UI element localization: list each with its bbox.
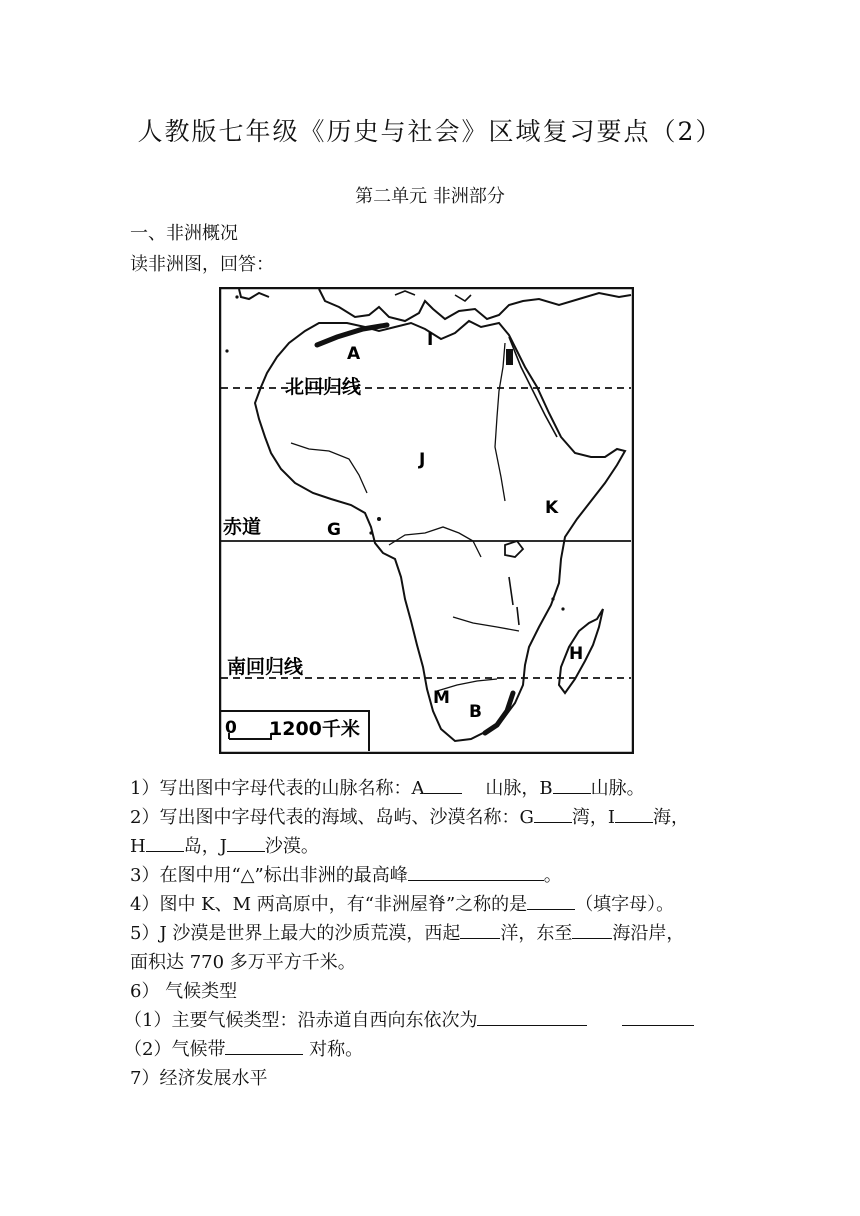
scale-zero: 0 — [225, 718, 237, 738]
answer-blank[interactable] — [572, 920, 612, 939]
label-j: J — [419, 450, 426, 470]
answer-blank[interactable] — [460, 920, 500, 939]
answer-blank[interactable] — [534, 804, 572, 823]
scale-value: 1200千米 — [269, 718, 360, 740]
q6-2-text-a: （2）气候带 — [124, 1039, 226, 1060]
north-tropic-label: 北回归线 — [285, 376, 362, 398]
label-m: M — [433, 688, 450, 708]
label-g: G — [327, 520, 341, 540]
q4-text-a: 4）图中 K、M 两高原中，有“非洲屋脊”之称的是 — [130, 894, 528, 915]
label-h: H — [569, 644, 584, 664]
q1-text-c: 山脉。 — [590, 778, 645, 799]
question-3 — [130, 861, 562, 890]
question-6: 6） 气候类型 — [130, 981, 238, 1002]
answer-blank[interactable] — [622, 1007, 694, 1026]
south-tropic-label: 南回归线 — [227, 656, 304, 678]
label-i: I — [427, 330, 434, 350]
answer-blank[interactable] — [225, 1036, 303, 1055]
answer-blank[interactable] — [477, 1007, 587, 1026]
q2-text-a: 2）写出图中字母代表的海域、岛屿、沙漠名称：G — [130, 807, 534, 828]
question-6-2 — [124, 1035, 363, 1064]
answer-blank[interactable] — [527, 891, 575, 910]
question-5-cont: 面积达 770 多万平方千米。 — [130, 952, 356, 973]
q6-2-text-b: 对称。 — [303, 1039, 364, 1060]
answer-blank[interactable] — [227, 833, 265, 852]
answer-blank[interactable] — [553, 775, 591, 794]
answer-blank[interactable] — [146, 833, 184, 852]
q3-text-b: 。 — [543, 865, 562, 886]
africa-map — [219, 287, 634, 754]
question-2-cont — [130, 832, 319, 861]
answer-blank[interactable] — [408, 862, 544, 881]
question-2 — [130, 803, 689, 832]
question-4 — [130, 890, 674, 919]
q5-text-b: 洋，东至 — [500, 923, 573, 944]
question-7: 7）经济发展水平 — [130, 1068, 268, 1089]
answer-blank[interactable] — [424, 775, 462, 794]
q2-text-c: 海， — [652, 807, 689, 828]
question-1 — [130, 774, 645, 803]
q6-1-text: （1）主要气候类型：沿赤道自西向东依次为 — [124, 1010, 478, 1031]
section-heading: 一、非洲概况 — [130, 223, 238, 244]
q1-text-a: 1）写出图中字母代表的山脉名称：A — [130, 778, 425, 799]
unit-heading: 第二单元 非洲部分 — [355, 186, 505, 207]
answer-blank[interactable] — [615, 804, 653, 823]
q2-text-b: 湾，I — [571, 807, 615, 828]
question-5 — [130, 919, 684, 948]
q3-text-a: 3）在图中用“△”标出非洲的最高峰 — [130, 865, 408, 886]
q2-text-f: 沙漠。 — [264, 836, 319, 857]
label-k: K — [545, 498, 559, 518]
q1-text-b: 山脉，B — [485, 778, 553, 799]
page-title: 人教版七年级《历史与社会》区域复习要点（2） — [137, 117, 723, 146]
q2-text-e: 岛，J — [183, 836, 227, 857]
q2-text-d: H — [130, 836, 146, 857]
question-6-1 — [124, 1006, 694, 1035]
instruction-text: 读非洲图，回答： — [130, 254, 274, 275]
q5-text-c: 海沿岸， — [612, 923, 685, 944]
equator-label: 赤道 — [223, 516, 262, 538]
label-b: B — [469, 702, 482, 722]
q4-text-b: （填字母）。 — [575, 894, 675, 915]
q5-text-a: 5）J 沙漠是世界上最大的沙质荒漠，西起 — [130, 923, 461, 944]
label-a: A — [347, 344, 361, 364]
